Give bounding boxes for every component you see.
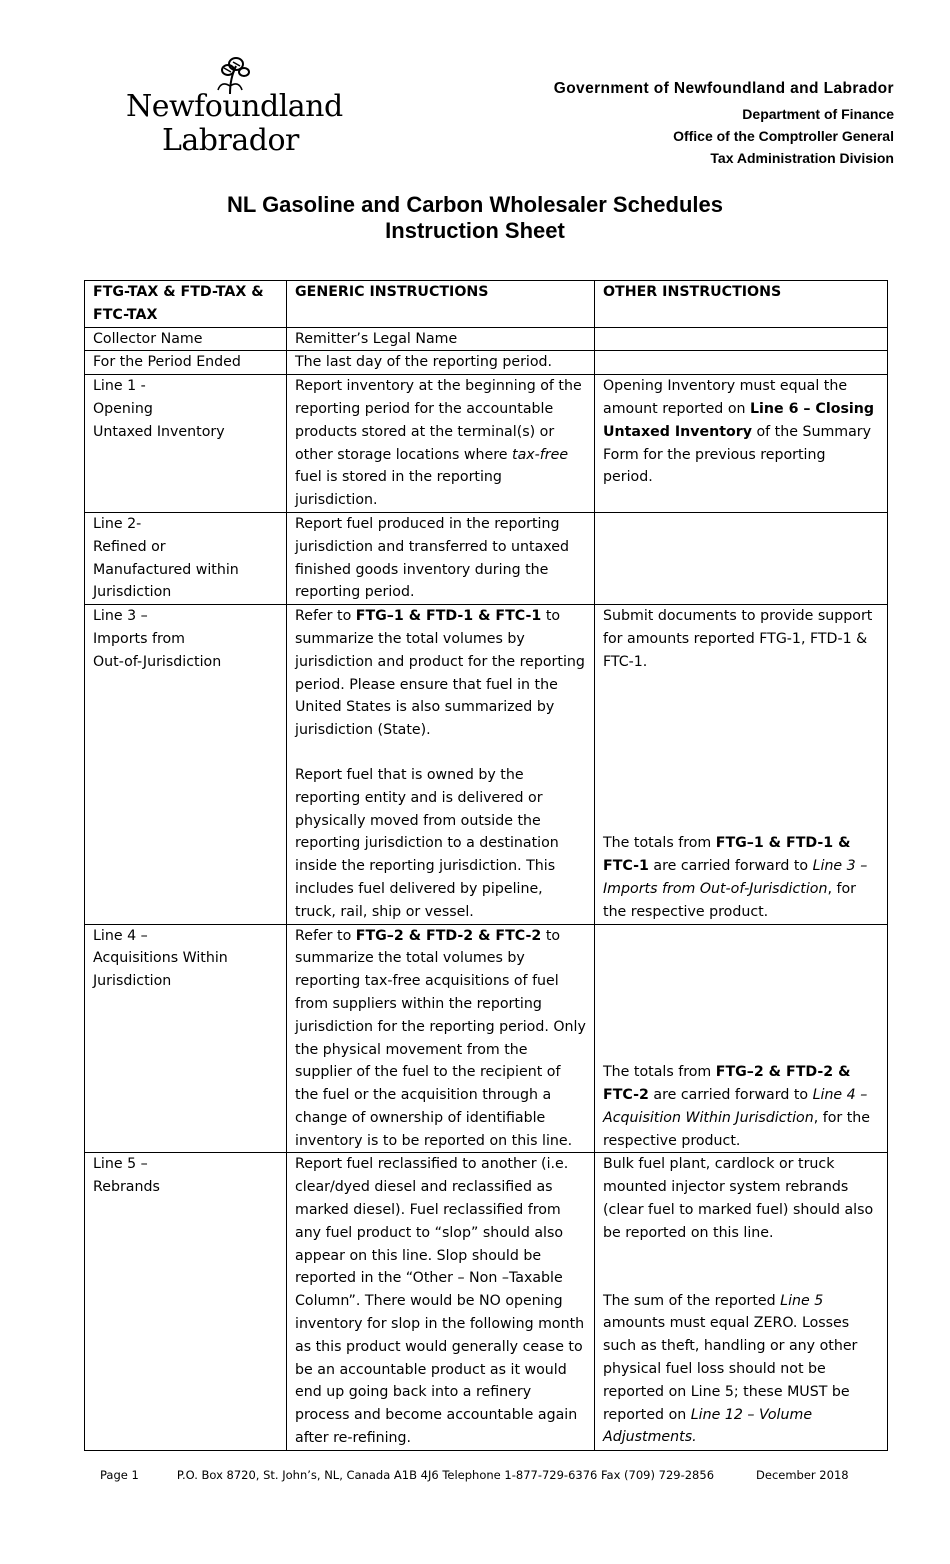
text-run: fuel is stored in the reporting jurisdiction. — [295, 469, 502, 509]
table-row-line-1 — [85, 375, 888, 513]
column-header-form: FTG-TAX & FTD-TAX & FTC-TAX — [85, 281, 287, 328]
other-instruction — [595, 605, 888, 924]
row-label-line: Rebrands — [93, 1179, 160, 1196]
generic-instruction — [287, 605, 595, 924]
text-run: Opening Inventory must equal the amount reported on — [603, 378, 848, 417]
other-instruction-empty — [595, 327, 888, 351]
other-instruction — [595, 375, 888, 513]
text-run: of the Summary Form for the previous reporting period. — [603, 423, 872, 486]
row-label-line: Opening — [93, 400, 153, 417]
other-instruction — [595, 1153, 888, 1450]
row-label-line: Manufactured within — [93, 561, 239, 578]
generic-instruction: Report fuel reclassified to another (i.e. clear/dyed diesel and reclassified as marked diesel). Fuel reclassified from any fuel product to “slop” should also appear on this line. Slop should be reported in the “Other – Non –Taxable Column”. There would be NO opening inventory for slop in the following month as this product would generally cease to be an accountable product as it would end up going back into a refinery process and become accountable again after re-refining. — [287, 1153, 595, 1450]
logo-line-1: Newfoundland — [126, 89, 343, 124]
row-label — [85, 924, 287, 1153]
row-label: Collector Name — [85, 327, 287, 351]
other-instruction — [595, 924, 888, 1153]
row-label-line: Line 1 - — [93, 378, 146, 395]
column-header-generic: GENERIC INSTRUCTIONS — [287, 281, 595, 328]
paragraph — [295, 605, 586, 742]
row-label-line: Out-of-Jurisdiction — [93, 653, 222, 670]
bold-text: FTG–1 & FTD-1 & FTC-1 — [355, 608, 542, 625]
text-run: Refer to — [295, 608, 356, 625]
italic-text: Line 5 — [780, 1292, 824, 1309]
italic-text: tax-free — [512, 446, 569, 463]
text-run: Report inventory at the beginning of the reporting period for the accountable products stored at the terminal(s) or other storage locations where — [295, 378, 582, 463]
organization-header — [554, 80, 894, 169]
text-run: , for the respective product. — [603, 880, 857, 920]
row-label-line: Line 3 – — [93, 608, 148, 625]
text-run: are carried forward to — [648, 1087, 813, 1104]
italic-text: Line 12 – Volume Adjustments. — [603, 1406, 813, 1446]
title-line-2: Instruction Sheet — [385, 218, 565, 243]
generic-instruction: The last day of the reporting period. — [287, 351, 595, 375]
row-label — [85, 512, 287, 604]
text-run: The totals from — [603, 835, 716, 852]
bold-text: Line 6 – Closing Untaxed Inventory — [603, 400, 875, 440]
table-header-row — [85, 281, 888, 328]
generic-instruction: Remitter’s Legal Name — [287, 327, 595, 351]
row-label-line: Refined or — [93, 538, 166, 555]
text-run: The totals from — [603, 1064, 716, 1081]
row-label-line: Line 2- — [93, 515, 142, 532]
revision-date: December 2018 — [756, 1468, 849, 1482]
paragraph-gap — [603, 1245, 879, 1290]
instruction-table — [84, 280, 888, 1451]
generic-instruction — [287, 375, 595, 513]
row-label-line: Acquisitions Within — [93, 950, 228, 967]
page-footer — [100, 1468, 860, 1482]
text-run: to summarize the total volumes by reporting tax-free acquisitions of fuel from suppliers within the reporting jurisdiction for the reporting period. Only the physical movement from the supplier of the fuel to the recipient of the fuel or the acquisition through a change of ownership of identifiable inventory is to be reported on this line. — [295, 927, 586, 1149]
bold-text: FTG–1 & FTD-1 & FTC-1 — [603, 835, 851, 875]
table-row-period — [85, 351, 888, 375]
italic-text: Line 4 – Acquisition Within Jurisdiction — [603, 1087, 868, 1126]
row-label — [85, 1153, 287, 1450]
paragraph: Submit documents to provide support for amounts reported FTG-1, FTD-1 & FTC-1. — [603, 608, 873, 670]
other-instruction-empty — [595, 351, 888, 375]
bold-text: FTG–2 & FTD-2 & FTC-2 — [355, 927, 542, 944]
text-run: are carried forward to — [648, 858, 813, 875]
paragraph — [603, 832, 879, 923]
text-run: to summarize the total volumes by jurisdiction and product for the reporting period. Please ensure that fuel in the United States is also summarized by jurisdiction (State). — [295, 608, 585, 739]
government-logo — [122, 56, 343, 158]
row-label — [85, 375, 287, 513]
row-label-line: Untaxed Inventory — [93, 423, 225, 440]
row-label — [85, 605, 287, 924]
table-row-line-5 — [85, 1153, 888, 1450]
generic-instruction — [287, 924, 595, 1153]
other-instruction-empty — [595, 512, 888, 604]
document-title — [0, 192, 950, 244]
row-label-line: Jurisdiction — [93, 973, 172, 990]
paragraph-gap — [295, 742, 586, 764]
row-label-line: Line 4 – — [93, 927, 148, 944]
table-row-line-4 — [85, 924, 888, 1153]
text-run: , for the respective product. — [603, 1109, 871, 1149]
row-label-line: Jurisdiction — [93, 584, 172, 601]
text-run: amounts must equal ZERO. Losses such as theft, handling or any other physical fuel loss should not be reported on Line 5; these MUST be reported on — [603, 1315, 858, 1423]
table-row-line-3 — [85, 605, 888, 924]
row-label-line: Imports from — [93, 630, 186, 647]
column-header-other: OTHER INSTRUCTIONS — [595, 281, 888, 328]
office-name: Office of the Comptroller General — [673, 128, 894, 144]
page-number: Page 1 — [100, 1468, 139, 1482]
paragraph: Bulk fuel plant, cardlock or truck mounted injector system rebrands (clear fuel to marked fuel) should also be reported on this line. — [603, 1156, 874, 1241]
table-row-collector — [85, 327, 888, 351]
contact-address: P.O. Box 8720, St. John’s, NL, Canada A1B 4J6 Telephone 1-877-729-6376 Fax (709) 729-2856 — [176, 1468, 715, 1482]
generic-instruction: Report fuel produced in the reporting jurisdiction and transferred to untaxed finished goods inventory during the reporting period. — [287, 512, 595, 604]
government-name: Government of Newfoundland and Labrador — [553, 80, 894, 97]
table-row-line-2 — [85, 512, 888, 604]
paragraph — [603, 1061, 879, 1152]
bold-text: FTG–2 & FTD-2 & FTC-2 — [603, 1064, 851, 1104]
paragraph: Report fuel that is owned by the reporting entity and is delivered or physically moved from outside the reporting jurisdiction to a destination inside the reporting jurisdiction. This includes fuel delivered by pipeline, truck, rail, ship or vessel. — [295, 766, 559, 920]
italic-text: Line 3 – Imports from Out-of-Jurisdiction — [603, 858, 868, 897]
department-name: Department of Finance — [742, 106, 894, 122]
row-label-line: Line 5 – — [93, 1156, 148, 1173]
text-run: Refer to — [295, 927, 356, 944]
logo-line-2: Labrador — [162, 123, 299, 158]
paragraph — [603, 1290, 879, 1450]
text-run: The sum of the reported — [603, 1292, 781, 1309]
row-label: For the Period Ended — [85, 351, 287, 375]
title-line-1: NL Gasoline and Carbon Wholesaler Schedules — [227, 192, 723, 217]
division-name: Tax Administration Division — [710, 150, 894, 166]
